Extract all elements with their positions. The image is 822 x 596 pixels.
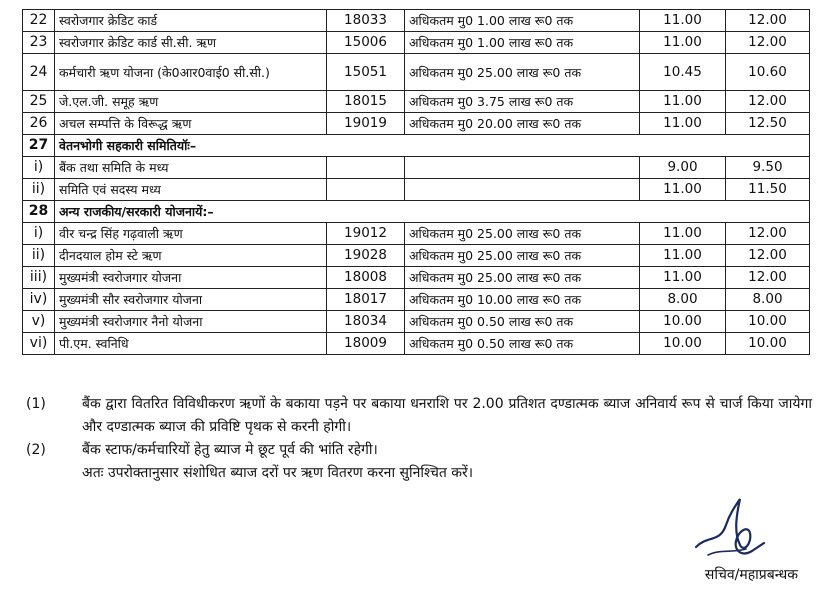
rate-2: 9.50 (726, 157, 810, 179)
serial-number: v) (23, 311, 55, 333)
note-1 (26, 393, 812, 439)
loan-limit: अधिकतम मु0 25.00 लाख रू0 तक (405, 223, 640, 245)
note-marker: (1) (26, 396, 46, 412)
loan-name: स्वरोजगार क्रेडिट कार्ड (55, 10, 327, 32)
loan-code (327, 179, 405, 201)
rate-1: 11.00 (640, 179, 726, 201)
section-title: वेतनभोगी सहकारी समितियॉः– (55, 135, 810, 157)
serial-number: i) (23, 223, 55, 245)
rate-1: 8.00 (640, 289, 726, 311)
rate-2: 12.00 (726, 10, 810, 32)
rate-1: 11.00 (640, 91, 726, 113)
rate-2: 8.00 (726, 289, 810, 311)
rate-2: 10.00 (726, 311, 810, 333)
loan-limit: अधिकतम मु0 20.00 लाख रू0 तक (405, 113, 640, 135)
table-row (23, 157, 810, 179)
notes-section (26, 393, 812, 485)
loan-name: बैंक तथा समिति के मध्य (55, 157, 327, 179)
table-row (23, 113, 810, 135)
loan-code (327, 157, 405, 179)
loan-code: 15051 (327, 54, 405, 91)
loan-name: कर्मचारी ऋण योजना (के0आर0वाई0 सी.सी.) (55, 54, 327, 91)
table-row (23, 289, 810, 311)
signature-mark (690, 495, 770, 567)
loan-limit: अधिकतम मु0 0.50 लाख रू0 तक (405, 311, 640, 333)
rate-2: 11.50 (726, 179, 810, 201)
loan-limit: अधिकतम मु0 25.00 लाख रू0 तक (405, 245, 640, 267)
table-row (23, 32, 810, 54)
serial-number: ii) (23, 179, 55, 201)
serial-number: 22 (23, 10, 55, 32)
signatory-designation: सचिव/महाप्रबन्धक (704, 567, 798, 583)
rate-2: 12.00 (726, 267, 810, 289)
loan-name: मुख्यमंत्री स्वरोजगार योजना (55, 267, 327, 289)
serial-number: iv) (23, 289, 55, 311)
loan-code: 19028 (327, 245, 405, 267)
rate-2: 10.00 (726, 333, 810, 355)
loan-limit: अधिकतम मु0 10.00 लाख रू0 तक (405, 289, 640, 311)
rate-2: 12.00 (726, 223, 810, 245)
rate-2: 12.00 (726, 32, 810, 54)
table-row (23, 311, 810, 333)
loan-limit: अधिकतम मु0 0.50 लाख रू0 तक (405, 333, 640, 355)
note-2 (26, 439, 812, 462)
rate-1: 10.00 (640, 333, 726, 355)
loan-code: 18017 (327, 289, 405, 311)
table-row (23, 267, 810, 289)
rate-2: 12.00 (726, 91, 810, 113)
interest-rate-table (22, 9, 810, 355)
rate-2: 12.50 (726, 113, 810, 135)
section-number: 28 (23, 201, 55, 223)
loan-code: 19012 (327, 223, 405, 245)
loan-code: 18033 (327, 10, 405, 32)
rate-1: 11.00 (640, 113, 726, 135)
note-marker: (2) (26, 442, 46, 458)
table-row (23, 245, 810, 267)
table-row (23, 10, 810, 32)
rate-1: 11.00 (640, 267, 726, 289)
note-text: बैंक स्टाफ/कर्मचारियों हेतु ब्याज मे छूट पूर्व की भांति रहेगी। (82, 442, 378, 458)
serial-number: 26 (23, 113, 55, 135)
rate-1: 10.00 (640, 311, 726, 333)
loan-code: 18008 (327, 267, 405, 289)
loan-name: मुख्यमंत्री स्वरोजगार नैनो योजना (55, 311, 327, 333)
loan-code: 15006 (327, 32, 405, 54)
rate-2: 10.60 (726, 54, 810, 91)
section-header-row (23, 201, 810, 223)
loan-limit: अधिकतम मु0 25.00 लाख रू0 तक (405, 54, 640, 91)
table-row (23, 179, 810, 201)
table-row (23, 333, 810, 355)
loan-code: 18015 (327, 91, 405, 113)
loan-limit (405, 157, 640, 179)
loan-limit (405, 179, 640, 201)
serial-number: i) (23, 157, 55, 179)
table-row (23, 223, 810, 245)
loan-limit: अधिकतम मु0 25.00 लाख रू0 तक (405, 267, 640, 289)
loan-name: पी.एम. स्वनिधि (55, 333, 327, 355)
loan-name: मुख्यमंत्री सौर स्वरोजगार योजना (55, 289, 327, 311)
serial-number: 23 (23, 32, 55, 54)
section-title: अन्य राजकीय/सरकारी योजनायें:– (55, 201, 810, 223)
loan-code: 18034 (327, 311, 405, 333)
rate-1: 11.00 (640, 10, 726, 32)
loan-name: दीनदयाल होम स्टे ऋण (55, 245, 327, 267)
instruction-text: अतः उपरोक्तानुसार संशोधित ब्याज दरों पर ऋण वितरण करना सुनिश्चित करें। (82, 465, 474, 481)
table-row (23, 54, 810, 91)
loan-name: वीर चन्द्र सिंह गढ़वाली ऋण (55, 223, 327, 245)
rate-1: 9.00 (640, 157, 726, 179)
section-header-row (23, 135, 810, 157)
serial-number: 25 (23, 91, 55, 113)
rate-1: 11.00 (640, 32, 726, 54)
rate-2: 12.00 (726, 245, 810, 267)
loan-code: 18009 (327, 333, 405, 355)
serial-number: 24 (23, 54, 55, 91)
serial-number: iii) (23, 267, 55, 289)
loan-name: जे.एल.जी. समूह ऋण (55, 91, 327, 113)
rate-1: 10.45 (640, 54, 726, 91)
loan-name: स्वरोजगार क्रेडिट कार्ड सी.सी. ऋण (55, 32, 327, 54)
loan-limit: अधिकतम मु0 3.75 लाख रू0 तक (405, 91, 640, 113)
loan-code: 19019 (327, 113, 405, 135)
serial-number: ii) (23, 245, 55, 267)
loan-name: समिति एवं सदस्य मध्य (55, 179, 327, 201)
rate-1: 11.00 (640, 245, 726, 267)
section-number: 27 (23, 135, 55, 157)
loan-limit: अधिकतम मु0 1.00 लाख रू0 तक (405, 32, 640, 54)
serial-number: vi) (23, 333, 55, 355)
loan-limit: अधिकतम मु0 1.00 लाख रू0 तक (405, 10, 640, 32)
table-row (23, 91, 810, 113)
loan-name: अचल सम्पत्ति के विरूद्ध ऋण (55, 113, 327, 135)
rate-1: 11.00 (640, 223, 726, 245)
note-text: बैंक द्वारा वितरित विविधीकरण ऋणों के बकाया पड़ने पर बकाया धनराशि पर 2.00 प्रतिशत दण्डात्मक ब्याज अनिवार्य रूप से चार्ज किया जायेगा और दण्डात्मक ब्याज की प्रविष्टि पृथक से करनी होगी। (82, 396, 812, 435)
